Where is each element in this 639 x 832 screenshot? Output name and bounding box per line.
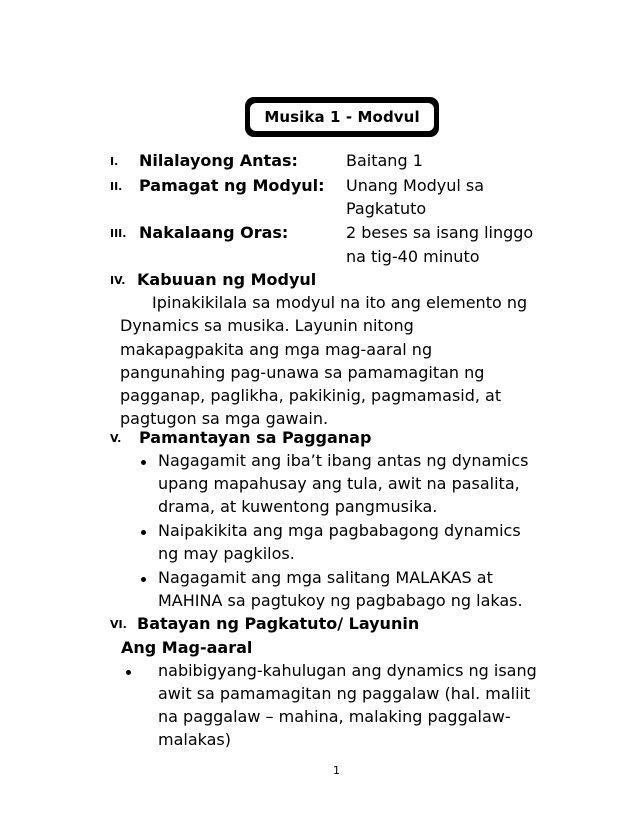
item-number: V.: [110, 432, 122, 445]
bullet-text: nabibigyang-kahulugan ang dynamics ng isang: [158, 661, 537, 680]
bullet-text: ng may pagkilos.: [158, 544, 295, 563]
item-number: I.: [110, 155, 119, 168]
bullet-text: upang mapahusay ang tula, awit na pasalita,: [158, 474, 520, 493]
info-value: Pagkatuto: [346, 199, 427, 218]
item-number: VI.: [110, 618, 127, 631]
page-number: 1: [333, 764, 340, 777]
paragraph-line: pagtugon sa mga gawain.: [120, 409, 329, 428]
bullet-icon: [141, 530, 146, 535]
subheading: Ang Mag-aaral: [121, 638, 253, 657]
page-title: Musika 1 - Modvul: [250, 103, 434, 131]
bullet-text: na paggalaw – mahina, malaking paggalaw-: [158, 707, 511, 726]
info-value: 2 beses sa isang linggo: [346, 223, 534, 242]
bullet-text: malakas): [158, 730, 232, 749]
info-label: Nilalayong Antas:: [139, 151, 298, 170]
info-value: Unang Modyul sa: [346, 176, 485, 195]
paragraph-line: Ipinakikilala sa modyul na ito ang elemento ng: [152, 293, 528, 312]
info-value: na tig-40 minuto: [346, 247, 480, 266]
paragraph-line: Dynamics sa musika. Layunin nitong: [120, 316, 414, 335]
info-label: Pamagat ng Modyul:: [139, 176, 325, 195]
paragraph-line: makapagpakita ang mga mag-aaral ng: [120, 340, 433, 359]
bullet-text: Nagagamit ang iba’t ibang antas ng dynamics: [158, 451, 529, 470]
section-heading: Pamantayan sa Pagganap: [139, 428, 372, 447]
item-number: II.: [110, 180, 123, 193]
bullet-text: Naipakikita ang mga pagbabagong dynamics: [158, 521, 521, 540]
bullet-text: Nagagamit ang mga salitang MALAKAS at: [158, 568, 493, 587]
bullet-text: awit sa pamamagitan ng paggalaw (hal. maliit: [158, 684, 531, 703]
paragraph-line: pangunahing pag-unawa sa pamamagitan ng: [120, 363, 485, 382]
item-number: III.: [110, 227, 127, 240]
title-box: [245, 97, 439, 137]
info-value: Baitang 1: [346, 151, 423, 170]
section-heading: Kabuuan ng Modyul: [137, 270, 317, 289]
bullet-icon: [141, 577, 146, 582]
bullet-icon: [141, 460, 146, 465]
item-number: IV.: [110, 274, 126, 287]
paragraph-line: pagganap, paglikha, pakikinig, pagmamasid, at: [120, 386, 502, 405]
bullet-text: MAHINA sa pagtukoy ng pagbabago ng lakas.: [158, 591, 523, 610]
section-heading: Batayan ng Pagkatuto/ Layunin: [137, 614, 420, 633]
info-label: Nakalaang Oras:: [139, 223, 289, 242]
bullet-text: drama, at kuwentong pangmusika.: [158, 497, 438, 516]
bullet-icon: [126, 670, 131, 675]
